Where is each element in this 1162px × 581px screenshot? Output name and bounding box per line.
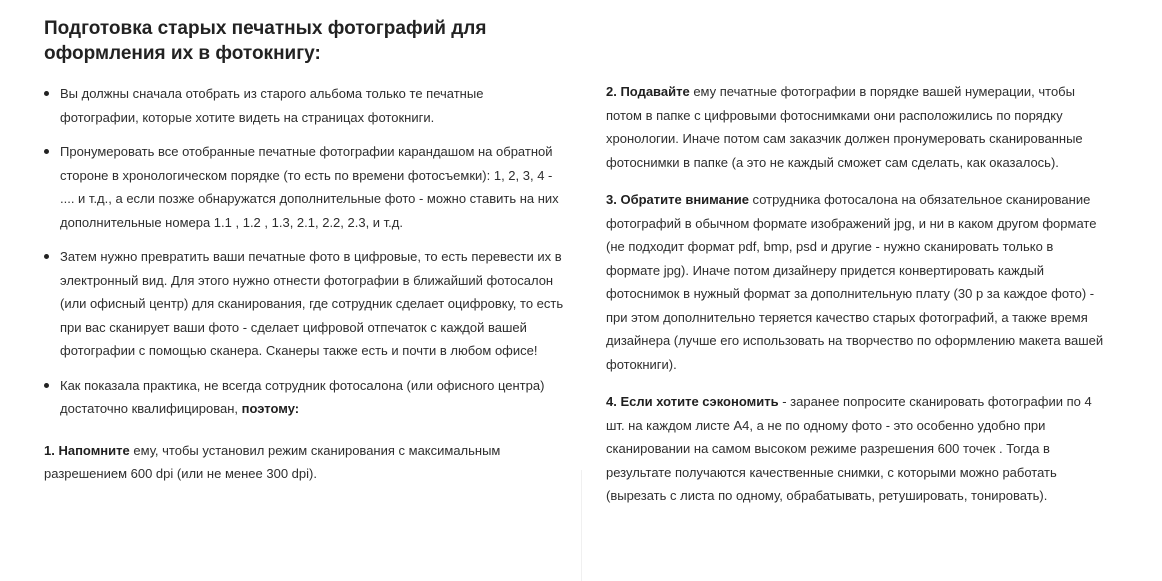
- step-1-heading: 1. Напомните: [44, 442, 130, 458]
- column-divider: [581, 470, 582, 581]
- step-4-heading: 4. Если хотите сэкономить: [606, 394, 779, 409]
- step-1-text: ему, чтобы установил режим сканирования с максимальным разрешением 600 dpi (или не менее 300 dpi).: [44, 442, 501, 481]
- bullet-icon: [44, 254, 49, 259]
- bullet-icon: [44, 383, 49, 388]
- list-item: [44, 245, 564, 363]
- right-column: [606, 80, 1106, 522]
- step-3-paragraph: [606, 188, 1106, 376]
- list-item: [44, 140, 564, 234]
- step-2-paragraph: [606, 80, 1106, 174]
- list-item-text: Вы должны сначала отобрать из старого альбома только те печатные фотографии, которые хотите видеть на страницах фотокниги.: [60, 86, 484, 125]
- step-2-heading: 2. Подавайте: [606, 84, 690, 99]
- bullet-icon: [44, 91, 49, 96]
- step-1-paragraph: [44, 439, 564, 486]
- step-3-text: сотрудника фотосалона на обязательное сканирование фотографий в обычном формате изображений jpg, и ни в каком другом формате (не подходит формат pdf, bmp, psd и другие - нужно сканировать только в формате jpg). Иначе потом дизайнеру придется конвертировать каждый фотоснимок в нужный формат за дополнительную плату (30 р за каждое фото) - при этом дополнительно теряется качество старых фотографий, а также время дизайнера (лучше его использовать на творчество по оформлению макета вашей фотокниги).: [606, 192, 1104, 372]
- step-2-text: ему печатные фотографии в порядке вашей нумерации, чтобы потом в папке с цифровыми фотоснимками они расположились по порядку хронологии. Иначе потом сам заказчик должен пронумеровать сканированные фотоснимки в папке (а это не каждый сможет сам сделать, как оказалось).: [606, 84, 1083, 170]
- list-item: [44, 374, 564, 421]
- page-title: Подготовка старых печатных фотографий для оформления их в фотокнигу:: [44, 18, 487, 64]
- left-column: [44, 82, 564, 500]
- step-4-paragraph: [606, 390, 1106, 508]
- step-4-text: - заранее попросите сканировать фотографии по 4 шт. на каждом листе А4, а не по одному фото - это особенно удобно при сканировании на самом высоком режиме разрешения 600 точек . Тогда в результате получаются качественные снимки, с которыми можно работать (вырезать с листа по одному, обрабатывать, ретушировать, тонировать).: [606, 394, 1092, 503]
- step-3-heading: 3. Обратите внимание: [606, 192, 749, 207]
- list-item-text: Пронумеровать все отобранные печатные фотографии карандашом на обратной стороне в хронологическом порядке (то есть по времени фотосъемки): 1, 2, 3, 4 - .... и т.д., а если позже обнаружатся дополнительные фото - можно ставить на них дополнительные номера 1.1 , 1.2 , 1.3, 2.1, 2.2, 2.3, и т.д.: [60, 144, 559, 230]
- list-item-text: Как показала практика, не всегда сотрудник фотосалона (или офисного центра) достаточно квалифицирован,: [60, 377, 545, 416]
- list-item-text: Затем нужно превратить ваши печатные фото в цифровые, то есть перевести их в электронный вид. Для этого нужно отнести фотографии в ближайший фотосалон (или офисный центр) для сканирования, где сотрудник сделает оцифровку, то есть при вас сканирует ваши фото - сделает цифровой отпечаток с каждой вашей фотографии с помощью сканера. Сканеры также есть и почти в любом офисе!: [60, 249, 564, 358]
- bullet-icon: [44, 149, 49, 154]
- list-item: [44, 82, 564, 129]
- list-item-bold-tail: поэтому:: [241, 401, 300, 416]
